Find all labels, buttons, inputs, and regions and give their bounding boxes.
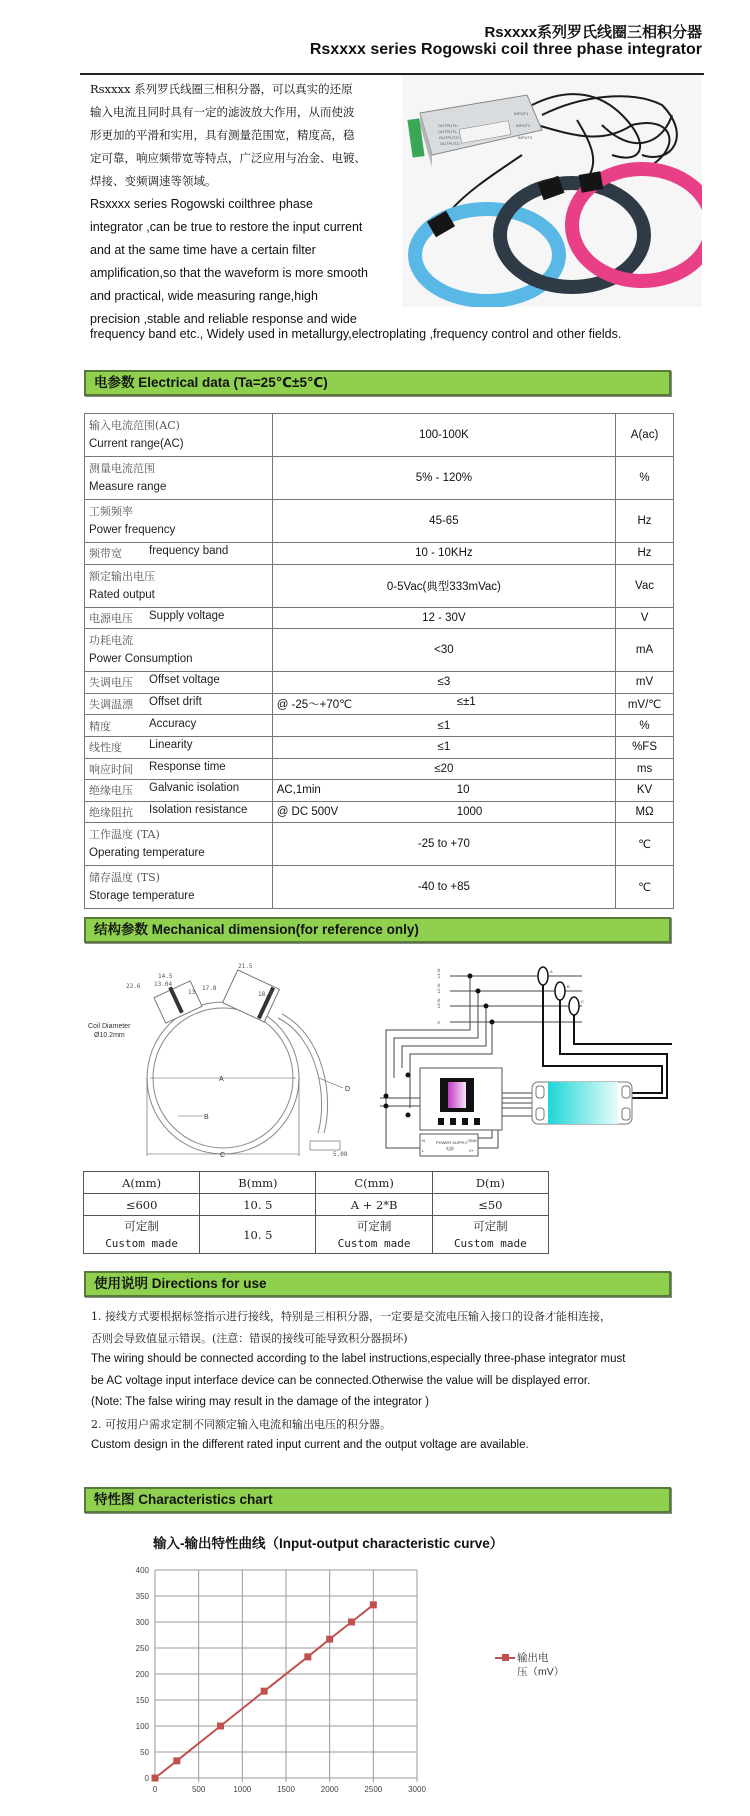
power-meter	[420, 1068, 502, 1130]
param-label-en: Rated output	[89, 588, 155, 601]
param-value-text: 10	[456, 784, 470, 797]
param-label	[85, 736, 273, 758]
param-label-cn: 功耗电流	[89, 634, 133, 648]
param-label-en: Accuracy	[149, 717, 197, 730]
data-point-marker	[326, 1636, 333, 1643]
y-tick-label: 50	[140, 1748, 149, 1757]
data-point-marker	[152, 1775, 159, 1782]
legend-label	[517, 1651, 564, 1679]
table-row	[84, 1194, 549, 1216]
x-tick-label: 500	[191, 1785, 206, 1794]
param-label-en: Galvanic isolation	[149, 782, 240, 795]
custom-cn: 可定制	[356, 1218, 392, 1233]
param-label-cn: 失调电压	[89, 676, 133, 690]
param-label	[85, 693, 273, 715]
header-c: C(mm)	[316, 1172, 432, 1194]
coil-diameter-label: Coil Diameter	[88, 1023, 131, 1030]
psu-out-vplus: V+	[469, 1148, 475, 1153]
param-unit: MΩ	[616, 801, 674, 823]
mechanical-dimension-table	[83, 1171, 549, 1254]
y-tick-label: 100	[135, 1722, 149, 1731]
param-unit: mA	[616, 629, 674, 672]
param-value: <30	[272, 629, 615, 672]
param-label-cn: 失调温漂	[89, 698, 133, 712]
param-label-cn: 输入电流范围(AC)	[89, 419, 180, 432]
x-tick-label: 1000	[233, 1785, 252, 1794]
data-point-marker	[217, 1723, 224, 1730]
table-row	[85, 564, 674, 607]
param-label-cn: 测量电流范围	[89, 462, 155, 475]
direction-1-note: (Note: The false wiring may result in the damage of the integrator )	[91, 1396, 429, 1408]
direction-1-cn: 1. 接线方式要根据标签指示进行接线，特别是三相积分器，一定要是交流电压输入接口的设备才能相连接，	[91, 1310, 611, 1323]
table-row	[84, 1216, 549, 1254]
x-tick-label: 2000	[320, 1785, 339, 1794]
param-label	[85, 607, 273, 629]
param-label-en: Supply voltage	[149, 609, 225, 622]
param-value	[272, 801, 615, 823]
directions-text	[91, 1306, 671, 1457]
coil-connector	[579, 171, 604, 193]
param-label-en: Linearity	[149, 739, 193, 752]
intro-cn-line: 形更加的平滑和实用，具有测量范围宽，精度高，稳	[90, 128, 355, 142]
param-value: ≤3	[272, 672, 615, 694]
param-unit: A(ac)	[616, 414, 674, 457]
param-value-text: ≤±1	[456, 696, 476, 709]
title-chinese: Rsxxxx系列罗氏线圈三相积分器	[484, 24, 702, 41]
custom-en: Custom made	[453, 1236, 527, 1250]
param-label	[85, 500, 273, 543]
section-banner-chart: 特性图 Characteristics chart	[84, 1487, 671, 1513]
electrical-data-table	[84, 413, 674, 909]
param-label-en: Measure range	[89, 481, 167, 493]
data-point-marker	[261, 1688, 268, 1695]
param-unit: Hz	[616, 500, 674, 543]
intro-en-line: integrator ,can be true to restore the input current	[90, 220, 363, 234]
param-label	[85, 629, 273, 672]
param-value: 10 - 10KHz	[272, 543, 615, 565]
param-unit: mV	[616, 672, 674, 694]
table-row	[85, 607, 674, 629]
param-label-cn: 绝缘电压	[89, 784, 133, 798]
input-label: INPUT3	[518, 135, 533, 140]
coil-diameter-value: Ø10.2mm	[94, 1032, 125, 1039]
psu-sub-label: 电源	[446, 1146, 454, 1151]
cell-a: ≤600	[84, 1194, 200, 1216]
y-tick-label: 200	[135, 1670, 149, 1679]
param-label-cn: 绝缘阻抗	[89, 806, 133, 820]
section-banner-electrical: 电参数 Electrical data (Ta=25℃±5℃)	[84, 370, 671, 396]
header-d: D(m)	[432, 1172, 548, 1194]
table-row	[85, 500, 674, 543]
param-unit: Hz	[616, 543, 674, 565]
param-value: ≤1	[272, 715, 615, 737]
param-label	[85, 801, 273, 823]
param-value	[272, 693, 615, 715]
param-label-en: Isolation resistance	[149, 804, 248, 817]
param-value: 45-65	[272, 500, 615, 543]
legend-label-line: 输出电	[517, 1652, 549, 1664]
param-condition: AC,1min	[276, 784, 321, 797]
table-row	[85, 758, 674, 780]
param-label-en: Current range(AC)	[89, 438, 184, 450]
param-unit: %FS	[616, 736, 674, 758]
param-label-en: Offset voltage	[149, 674, 220, 687]
param-label	[85, 543, 273, 565]
param-label-en: Offset drift	[149, 696, 202, 709]
box-label: OUTPUT1+	[438, 123, 460, 128]
table-row	[85, 801, 674, 823]
param-label-en: Power frequency	[89, 524, 176, 536]
intro-text	[90, 78, 390, 331]
cell-d: ≤50	[432, 1194, 548, 1216]
param-unit: ms	[616, 758, 674, 780]
dim-letter-c: C	[220, 1152, 226, 1158]
dim-letter-b: B	[204, 1114, 209, 1121]
param-value-text: 1000	[456, 806, 483, 819]
param-unit: Vac	[616, 564, 674, 607]
param-label	[85, 866, 273, 909]
chart-legend	[495, 1651, 564, 1679]
y-tick-label: 0	[144, 1774, 149, 1783]
cell-d-custom	[432, 1216, 548, 1254]
data-point-marker	[304, 1653, 311, 1660]
y-tick-label: 250	[135, 1644, 149, 1653]
psu-in-n: N	[422, 1138, 425, 1143]
dim-letter-d: D	[345, 1086, 351, 1093]
x-tick-label: 1500	[277, 1785, 295, 1794]
table-row	[85, 672, 674, 694]
intro-en-line: and practical, wide measuring range,high	[90, 289, 318, 303]
integrator-module	[532, 1082, 632, 1124]
param-label-en: frequency band	[149, 545, 229, 558]
y-tick-label: 300	[135, 1618, 149, 1627]
data-point-marker	[348, 1619, 355, 1626]
dim-value: 21.5	[238, 963, 253, 970]
y-tick-label: 350	[135, 1592, 149, 1601]
intro-en-last-line: frequency band etc., Widely used in metallurgy,electroplating ,frequency control and other fields.	[90, 327, 622, 341]
param-label	[85, 672, 273, 694]
param-label-cn: 额定输出电压	[89, 569, 155, 583]
input-label: INPUT1	[514, 111, 529, 116]
param-label-en: Power Consumption	[89, 653, 193, 666]
header-b: B(mm)	[200, 1172, 316, 1194]
table-row	[85, 543, 674, 565]
param-value	[272, 780, 615, 802]
param-condition: @ DC 500V	[276, 806, 339, 819]
param-label-en: Storage temperature	[89, 890, 195, 903]
cell-c-custom	[316, 1216, 432, 1254]
x-tick-label: 3000	[408, 1785, 426, 1794]
intro-cn-line: 焊接、变频调速等领域。	[90, 174, 217, 188]
box-label: OUTPUT1-	[438, 129, 458, 134]
param-value: ≤1	[272, 736, 615, 758]
param-unit: ℃	[616, 866, 674, 909]
io-characteristic-chart	[120, 1550, 540, 1816]
direction-1-en-cont: be AC voltage input interface device can be connected.Otherwise the value will be displayed error.	[91, 1374, 591, 1387]
param-unit: %	[616, 715, 674, 737]
table-row	[85, 629, 674, 672]
param-label	[85, 758, 273, 780]
dim-value: 13	[188, 989, 196, 996]
dim-letter-a: A	[219, 1076, 224, 1083]
param-unit: KV	[616, 780, 674, 802]
table-header-row	[84, 1172, 549, 1194]
param-label-cn: 线性度	[89, 741, 122, 755]
param-label-en: Operating temperature	[89, 847, 205, 860]
param-label-cn: 精度	[89, 719, 111, 733]
dim-value: 5.08	[333, 1151, 348, 1158]
intro-en-line: precision ,stable and reliable response and wide	[90, 312, 357, 326]
custom-en: Custom made	[337, 1236, 411, 1250]
param-label-en: Response time	[149, 760, 226, 773]
intro-cn-line: 定可靠，响应频带宽等特点，广泛应用与冶金、电镀、	[90, 151, 366, 165]
cell-b: 10. 5	[200, 1216, 316, 1254]
direction-1-en: The wiring should be connected according to the label instructions,especially three-phase integrator must	[91, 1353, 626, 1365]
y-tick-label: 150	[135, 1696, 149, 1705]
table-row	[85, 736, 674, 758]
cell-a-custom	[84, 1216, 200, 1254]
intro-en-line: amplification,so that the waveform is more smooth	[90, 266, 368, 280]
table-row	[85, 715, 674, 737]
x-tick-label: 0	[152, 1785, 158, 1794]
param-value: -25 to +70	[272, 823, 615, 866]
cell-c: A + 2*B	[316, 1194, 432, 1216]
param-label	[85, 780, 273, 802]
wiring-diagram	[372, 958, 672, 1158]
direction-1-cn-cont: 否则会导致值显示错误。(注意：错误的接线可能导致积分器损坏)	[91, 1331, 408, 1345]
param-label-cn: 储存温度 (TS)	[89, 871, 160, 885]
param-label-cn: 工频频率	[89, 505, 133, 518]
dim-value: 13.04	[154, 981, 173, 988]
cell-b: 10. 5	[200, 1194, 316, 1216]
param-label-cn: 频带宽	[89, 547, 122, 561]
table-row	[85, 414, 674, 457]
param-value: 12 - 30V	[272, 607, 615, 629]
dim-value: 17.8	[202, 985, 217, 992]
line-label: N	[436, 1021, 441, 1024]
data-point-marker	[370, 1601, 377, 1608]
ct-label-b: B	[567, 984, 570, 989]
param-label	[85, 715, 273, 737]
ct-label-a: A	[550, 969, 553, 974]
psu-in-l: L	[422, 1148, 425, 1153]
psu-label: POWER SUPPLY	[436, 1140, 468, 1145]
title-english: Rsxxxx series Rogowski coil three phase integrator	[309, 41, 702, 58]
intro-en-line: and at the same time have a certain filter	[90, 243, 316, 257]
param-unit: mV/℃	[616, 693, 674, 715]
line-label: L2 IN	[436, 983, 441, 993]
param-value: ≤20	[272, 758, 615, 780]
param-unit: ℃	[616, 823, 674, 866]
dim-value: 18.5	[258, 991, 273, 998]
custom-cn: 可定制	[124, 1218, 159, 1233]
param-condition: @ -25～+70℃	[276, 699, 353, 712]
dim-value: 14.5	[158, 973, 173, 980]
param-value: 100-100K	[272, 414, 615, 457]
param-label	[85, 414, 273, 457]
custom-en: Custom made	[105, 1236, 179, 1250]
param-label	[85, 823, 273, 866]
intro-en-line: Rsxxxx series Rogowski coilthree phase	[90, 197, 314, 211]
dim-value: 22.6	[126, 983, 141, 990]
intro-cn-line: Rsxxxx 系列罗氏线圈三相积分器，可以真实的还原	[90, 82, 353, 96]
legend-swatch	[495, 1651, 515, 1665]
section-banner-mechanical: 结构参数 Mechanical dimension(for reference only)	[84, 917, 671, 943]
power-supply	[420, 1134, 478, 1156]
table-row	[85, 823, 674, 866]
box-label: OUTPUT2+	[439, 135, 461, 140]
param-label-cn: 电源电压	[89, 611, 133, 625]
legend-label-line: 压（mV）	[517, 1666, 565, 1678]
psu-out-gnd: GND	[468, 1138, 477, 1143]
product-photo	[402, 75, 702, 307]
lead-cable	[278, 1018, 322, 1133]
chart-title: 输入-输出特性曲线（Input-output characteristic curve）	[153, 1536, 504, 1551]
param-unit: V	[616, 607, 674, 629]
input-label: INPUT2	[516, 123, 531, 128]
y-tick-label: 400	[135, 1566, 149, 1575]
header-a: A(mm)	[84, 1172, 200, 1194]
param-label-cn: 响应时间	[89, 762, 133, 776]
param-value: 0-5Vac(典型333mVac)	[272, 564, 615, 607]
param-label	[85, 457, 273, 500]
table-row	[85, 457, 674, 500]
section-banner-directions: 使用说明 Directions for use	[84, 1271, 671, 1297]
coil-dimension-drawing	[88, 958, 358, 1158]
param-value: 5% - 120%	[272, 457, 615, 500]
custom-cn: 可定制	[473, 1218, 508, 1233]
line-label: L3 IN	[436, 998, 441, 1008]
direction-2-en: Custom design in the different rated input current and the output voltage are available.	[91, 1439, 529, 1451]
terminal-block	[310, 1141, 340, 1150]
param-value: -40 to +85	[272, 866, 615, 909]
param-label	[85, 564, 273, 607]
box-label: OUTPUT2-	[440, 141, 460, 146]
intro-cn-line: 输入电流且同时具有一定的滤波放大作用，从而使波	[90, 105, 355, 119]
line-label: L1 IN	[436, 968, 441, 978]
table-row	[85, 866, 674, 909]
param-label-cn: 工作温度 (TA)	[89, 828, 160, 842]
table-row	[85, 693, 674, 715]
direction-2-cn: 2. 可按用户需求定制不同额定输入电流和输出电压的积分器。	[91, 1417, 391, 1431]
param-unit: %	[616, 457, 674, 500]
ct-label-c: C	[581, 999, 584, 1004]
table-row	[85, 780, 674, 802]
x-tick-label: 2500	[364, 1785, 383, 1794]
data-point-marker	[173, 1757, 180, 1764]
